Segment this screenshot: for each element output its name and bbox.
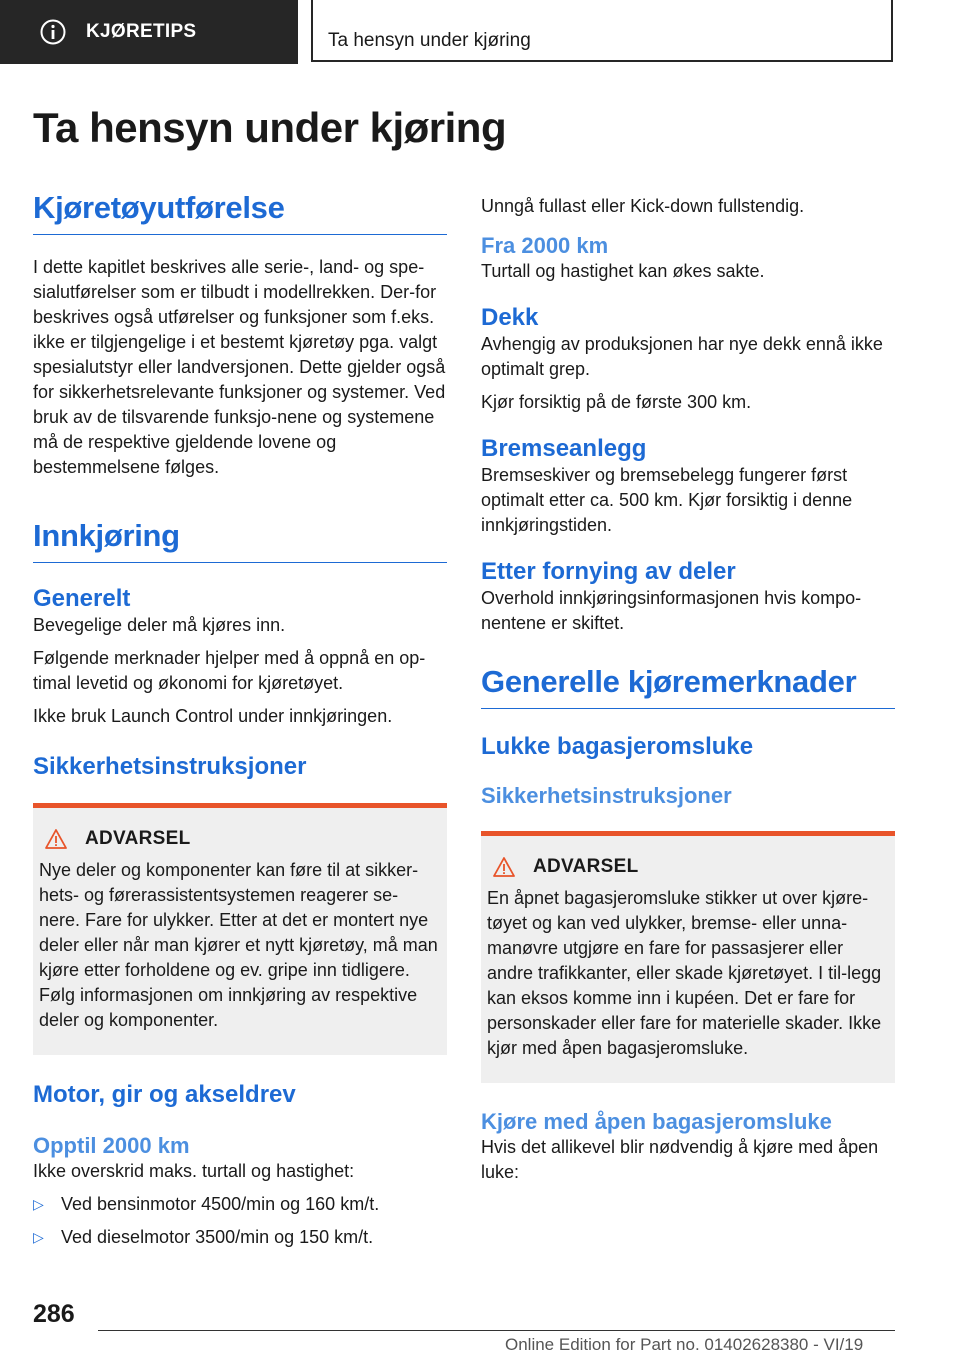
paragraph-kjore-med-apen: Hvis det allikevel blir nødvendig å kjøre med åpen luke: (481, 1137, 879, 1182)
paragraph-unnga: Unngå fullast eller Kick-down fullstendig. (481, 196, 805, 216)
heading-innkjoring: Innkjøring (33, 518, 447, 563)
paragraph-dekk-2: Kjør forsiktig på de første 300 km. (481, 392, 752, 412)
section-title: Ta hensyn under kjøring (328, 30, 531, 51)
heading-sikkerhetsinstruksjoner: Sikkerhetsinstruksjoner (33, 753, 307, 780)
triangle-bullet-icon: ▷ (33, 1196, 44, 1212)
page-number: 286 (33, 1300, 75, 1328)
heading-sikkerhetsinstruksjoner-2: Sikkerhetsinstruksjoner (481, 783, 732, 808)
warning-box (481, 831, 895, 1083)
warning-label: ADVARSEL (533, 856, 639, 877)
warning-box (33, 803, 447, 1055)
heading-motor: Motor, gir og akseldrev (33, 1081, 296, 1108)
paragraph-generelt-1: Bevegelige deler må kjøres inn. (33, 615, 286, 635)
paragraph-etter-fornying: Overhold innkjøringsinformasjonen hvis kompo-nentene er skiftet. (481, 588, 862, 633)
footer-divider (98, 1330, 895, 1331)
list-item: ▷ Ved dieselmotor 3500/min og 150 km/t. (33, 1225, 447, 1250)
triangle-bullet-icon: ▷ (33, 1229, 44, 1245)
heading-kjoretoyutforelse: Kjøretøyutførelse (33, 190, 447, 235)
paragraph-bremseanlegg: Bremseskiver og bremsebelegg fungerer først optimalt etter ca. 500 km. Kjør forsiktig i denne innkjøringstiden. (481, 465, 853, 535)
section-title-box (311, 0, 893, 62)
heading-dekk: Dekk (481, 304, 539, 331)
heading-opptil-2000: Opptil 2000 km (33, 1133, 190, 1158)
section-label: KJØRETIPS (86, 21, 197, 42)
heading-etter-fornying: Etter fornying av deler (481, 558, 736, 585)
heading-lukke-bagasjeromsluke: Lukke bagasjeromsluke (481, 733, 754, 760)
warning-label: ADVARSEL (85, 828, 191, 849)
paragraph-dekk-1: Avhengig av produksjonen har nye dekk ennå ikke optimalt grep. (481, 334, 883, 379)
right-column (481, 190, 895, 1185)
warning-triangle-icon (493, 857, 515, 877)
edition-text: Online Edition for Part no. 01402628380 - VI/19 (505, 1335, 864, 1354)
paragraph-generelt-3: Ikke bruk Launch Control under innkjøringen. (33, 706, 393, 726)
paragraph-fra-2000: Turtall og hastighet kan økes sakte. (481, 261, 765, 281)
section-tab (0, 0, 298, 64)
paragraph-kjoretoyutforelse: I dette kapitlet beskrives alle serie-, land- og spe-sialutførelser som er tilbudt i modellrekken. Der-for beskrives også utførelser og funksjoner som f.eks. ikke er tilgjengelige i et bestemt kjøretøy pga. valgt spesialutstyr eller landversjonen. Dette gjelder også for sikkerhetsrelevante funksjoner og systemer. Ved bruk av de tilsvarende funksjo-nene og systemene må de respektive gjeldende lovene og bestemmelsene følges. (33, 257, 446, 477)
left-column (33, 190, 447, 1250)
info-icon (40, 19, 66, 45)
heading-bremseanlegg: Bremseanlegg (481, 435, 647, 462)
warning-text: Nye deler og komponenter kan føre til at sikker-hets- og førerassistentsystemen reagerer se-nere. Fare for ulykker. Etter at det er montert nye deler eller når man kjører et nytt kjøretøy, må man kjøre etter forholdene og ev. gripe inn tidligere. Følg informasjonen om innkjøring av respektive deler og komponenter. (39, 860, 438, 1030)
paragraph-opptil-2000: Ikke overskrid maks. turtall og hastighet: (33, 1161, 355, 1181)
list-item: ▷ Ved bensinmotor 4500/min og 160 km/t. (33, 1192, 447, 1217)
heading-fra-2000: Fra 2000 km (481, 233, 609, 258)
heading-generelle-kjoremerknader: Generelle kjøremerknader (481, 664, 895, 709)
heading-kjore-med-apen: Kjøre med åpen bagasjeromsluke (481, 1109, 832, 1134)
warning-triangle-icon (45, 829, 67, 849)
paragraph-generelt-2: Følgende merknader hjelper med å oppnå en op-timal levetid og økonomi for kjøretøyet. (33, 648, 426, 693)
heading-generelt: Generelt (33, 585, 131, 612)
warning-text: En åpnet bagasjeromsluke stikker ut over kjøre-tøyet og kan ved ulykker, bremse- eller unna-manøvre utgjøre en fare for passasjerer eller andre trafikkanter, eller skade kjøretøyet. I til-legg kan eksos komme inn i kupéen. Det er fare for personskader eller fare for materielle skader. Ikke kjør med åpen bagasjeromsluke. (487, 888, 882, 1058)
page-title: Ta hensyn under kjøring (33, 104, 507, 151)
